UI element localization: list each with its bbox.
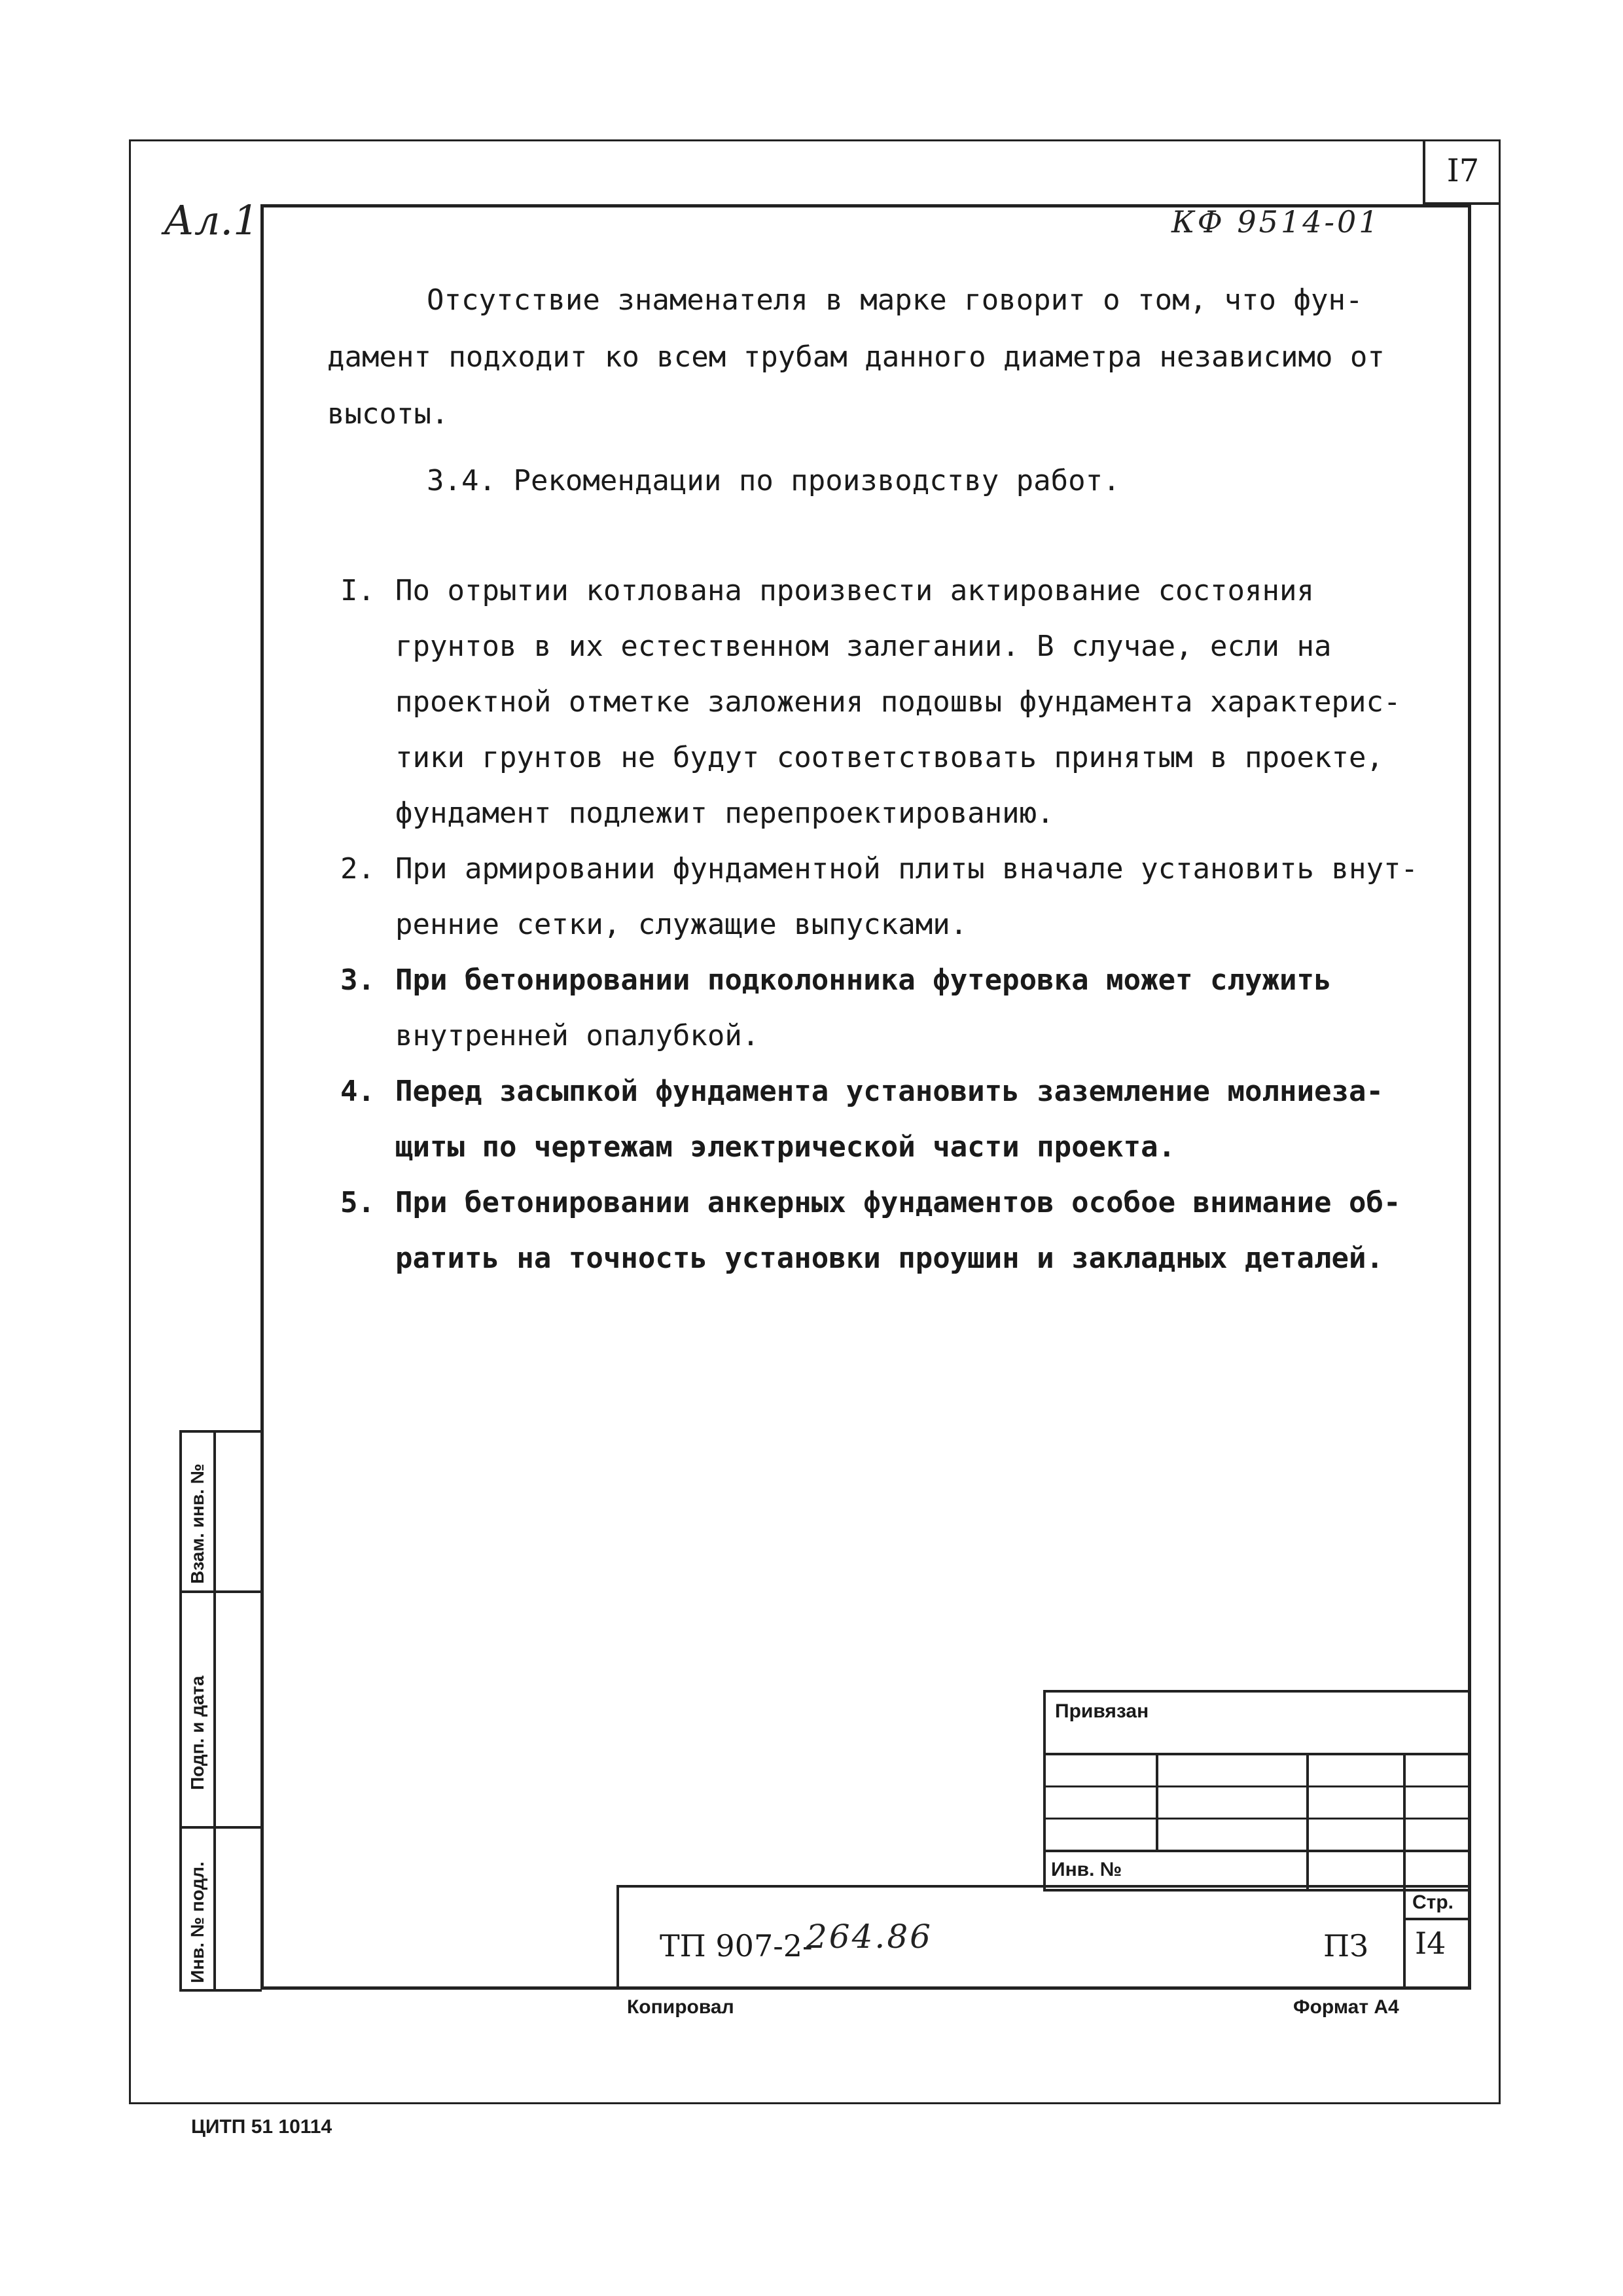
item-3-number: 3. [340,963,375,997]
sign-date-label: Подп. и дата [187,1676,207,1790]
block-line [1403,1753,1406,1892]
block-line [1043,1753,1471,1755]
item-1-line-1: По отрытии котлована произвести актирование состояния [395,574,1314,607]
intro-line-2: дамент подходит ко всем трубам данного диаметра независимо от [327,340,1385,374]
inventory-no-label: Инв. № [1051,1859,1122,1880]
item-1-number: I. [340,574,375,607]
item-4-number: 4. [340,1075,375,1108]
document-code: КФ 9514-01 [1171,204,1381,240]
item-1-line-4: тики грунтов не будут соответствовать принятым в проекте, [395,741,1383,774]
block-line [1043,1850,1471,1852]
item-5-number: 5. [340,1186,375,1219]
original-inventory-label: Инв. № подл. [187,1861,207,1983]
sheet-number: I7 [1446,152,1480,189]
item-3-line-1: При бетонировании подколонника футеровка может служить [395,963,1332,997]
block-line [1306,1753,1309,1892]
item-5-line-1: При бетонировании анкерных фундаментов особое внимание об- [395,1186,1401,1219]
page-label: Стр. [1412,1892,1454,1913]
block-line [1043,1818,1471,1820]
item-2-line-2: ренние сетки, служащие выпусками. [395,908,968,941]
item-5-line-2: ратить на точность установки проушин и закладных деталей. [395,1242,1383,1275]
corner-mark: Ал.1 [164,196,259,244]
intro-line-3: высоты. [327,397,449,431]
side-stamp-divider [179,1590,262,1593]
side-stamp-values [216,1430,262,1992]
item-2-number: 2. [340,852,375,886]
block-line [1043,1785,1471,1787]
item-1-line-5: фундамент подлежит перепроектированию. [395,797,1054,830]
intro-line-1: Отсутствие знаменателя в марке говорит о том, что фун- [427,283,1363,317]
document-type: ПЗ [1323,1928,1368,1964]
side-stamp-divider [179,1826,262,1829]
item-1-line-2: грунтов в их естественном залегании. В случае, если на [395,630,1332,663]
sheet-number-box [1423,139,1501,205]
replace-inventory-label: Взам. инв. № [187,1463,207,1584]
designation: ТП 907-2- [660,1928,813,1964]
item-1-line-3: проектной отметке заложения подошвы фундамента характерис- [395,685,1401,719]
item-4-line-1: Перед засыпкой фундамента установить заземление молниеза- [395,1075,1383,1108]
item-2-line-1: При армировании фундаментной плиты вначале установить внут- [395,852,1418,886]
item-4-line-2: щиты по чертежам электрической части проекта. [395,1130,1176,1164]
item-3-line-2: внутренней опалубкой. [395,1019,760,1052]
page-number: I4 [1415,1926,1446,1961]
section-heading: 3.4. Рекомендации по производству работ. [427,464,1120,497]
block-line [1156,1753,1158,1851]
block-line [1403,1918,1471,1920]
printer-code: ЦИТП 51 10114 [191,2116,332,2138]
designation-handwritten: 264.86 [806,1918,933,1956]
block-line [1403,1885,1406,1990]
attached-label: Привязан [1055,1700,1149,1722]
copied-by-label: Копировал [627,1996,734,2018]
format-label: Формат А4 [1293,1996,1399,2018]
